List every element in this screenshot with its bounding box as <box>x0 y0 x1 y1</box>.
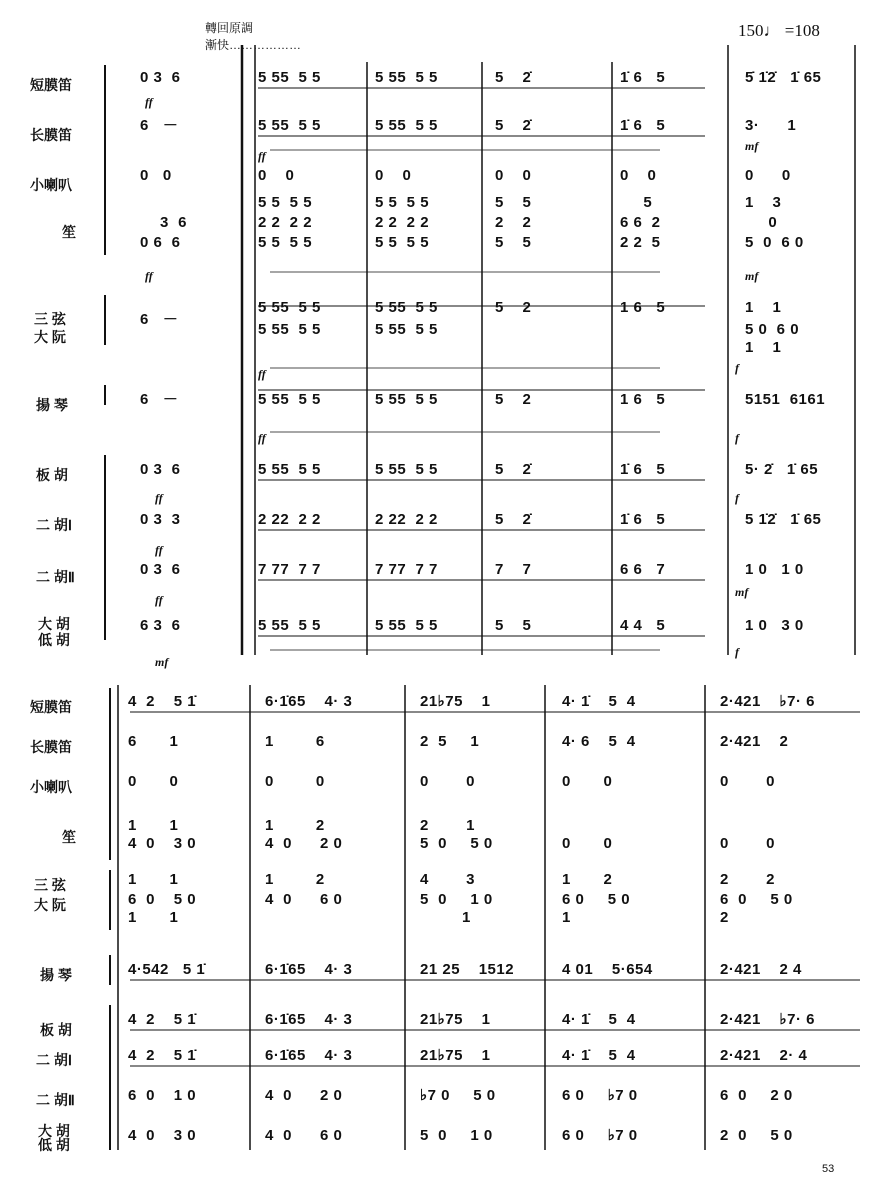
notes-cell: 6·1̇65 4· 3 <box>265 1011 353 1028</box>
notes-cell: 5 2 <box>495 299 532 316</box>
instrument-label: 大 胡 <box>38 616 70 632</box>
notes-cell: 5 55 5 5 <box>258 299 321 316</box>
notes-cell: 2 1 <box>420 817 476 834</box>
notes-cell: 0 0 <box>420 773 476 790</box>
notes-cell: 5 0 1 0 <box>420 1127 493 1144</box>
intro-notes: 3 6 <box>160 214 188 231</box>
notes-cell: 5 <box>620 194 653 211</box>
notes-cell: 4· 1̇ 5 4 <box>562 693 636 710</box>
notes-cell: 6 0 ♭7 0 <box>562 1127 638 1144</box>
notes-cell: 1 0 1 0 <box>745 561 804 578</box>
notes-cell: 2·421 2· 4 <box>720 1047 808 1064</box>
notes-cell: 1̇ 6 5 <box>620 117 666 134</box>
notes-cell: 4 2 5 1̇ <box>128 1047 197 1064</box>
instrument-label: 小喇叭 <box>30 177 72 193</box>
notes-cell: 21♭75 1 <box>420 693 491 710</box>
intro-notes: 6 3 6 <box>140 617 181 634</box>
notes-cell: 5 55 5 5 <box>258 461 321 478</box>
notes-cell: 2·421 ♭7· 6 <box>720 693 815 710</box>
notes-cell: 5 5 5 5 <box>375 234 430 251</box>
notes-cell: 2 2 <box>495 214 532 231</box>
dynamic-marking: ff <box>155 543 163 557</box>
instrument-label: 低 胡 <box>38 1137 70 1153</box>
dynamic-marking: ff <box>155 593 163 607</box>
notes-cell: 5 5 5 5 <box>258 194 313 211</box>
notes-cell: 0 0 <box>562 773 613 790</box>
notes-cell: 6 1 <box>128 733 179 750</box>
notes-cell: 0 0 <box>745 167 791 184</box>
instrument-label: 大 阮 <box>34 329 66 345</box>
notes-cell: 6 0 5 0 <box>128 891 197 908</box>
notes-cell: 2 2 <box>720 871 776 888</box>
notes-cell: 4 01 5·654 <box>562 961 653 978</box>
notes-cell: 2 <box>720 909 729 926</box>
instrument-label: 揚 琴 <box>36 397 68 413</box>
instrument-label: 板 胡 <box>40 1022 72 1038</box>
dynamic-marking: f <box>735 431 739 445</box>
notes-cell: 5 55 5 5 <box>258 69 321 86</box>
notes-cell: 5 5 5 5 <box>258 234 313 251</box>
notes-cell: 6·1̇65 4· 3 <box>265 961 353 978</box>
intro-notes: 6 － <box>140 391 179 408</box>
notes-cell: 1 6 <box>265 733 325 750</box>
notes-cell: 5 5 5 5 <box>375 194 430 211</box>
dynamic-marking: mf <box>735 585 749 599</box>
notes-cell: 0 0 <box>720 835 776 852</box>
notes-cell: 1̇ 6 5 <box>620 69 666 86</box>
notes-cell: 5 1̇2̇ 1̇ 65 <box>745 511 822 528</box>
page-number: 53 <box>822 1163 835 1175</box>
notes-cell: 5 2̇ <box>495 117 532 134</box>
notes-cell: 0 0 <box>128 773 179 790</box>
notes-cell: 2 0 5 0 <box>720 1127 793 1144</box>
dynamic-marking: ff <box>145 95 153 109</box>
notes-cell: 4 0 2 0 <box>265 835 343 852</box>
notes-cell: 6·1̇65 4· 3 <box>265 693 353 710</box>
notes-cell: 4 3 <box>420 871 476 888</box>
notes-cell: 7 7 <box>495 561 532 578</box>
notes-cell: 4·542 5 1̇ <box>128 961 206 978</box>
notes-cell: 0 0 <box>562 835 613 852</box>
notes-cell: 5̇ 1̇2̇ 1̇ 65 <box>745 69 822 86</box>
instrument-label: 二 胡Ⅱ <box>36 1092 75 1108</box>
notes-cell: 0 0 <box>258 167 295 184</box>
notes-cell: 1̇ 6 5 <box>620 461 666 478</box>
notes-cell: 5 55 5 5 <box>375 117 438 134</box>
notes-cell: 4 0 3 0 <box>128 835 197 852</box>
notes-cell: 5· 2̇ 1̇ 65 <box>745 461 819 478</box>
instrument-label: 笙 <box>62 829 76 845</box>
instrument-label: 大 胡 <box>38 1123 70 1139</box>
dynamic-marking: mf <box>745 139 759 153</box>
instrument-label: 笙 <box>62 224 76 240</box>
notes-cell: 6 0 5 0 <box>720 891 793 908</box>
notes-cell: 1̇ 6 5 <box>620 511 666 528</box>
notes-cell: 1 6 5 <box>620 299 666 316</box>
notes-cell: 5151 6161 <box>745 391 826 408</box>
intro-notes: 6 － <box>140 117 179 134</box>
notes-cell: 2 2 5 <box>620 234 661 251</box>
notes-cell: 1 6 5 <box>620 391 666 408</box>
notes-cell: 5 5 <box>495 234 532 251</box>
notes-cell: 7 77 7 7 <box>258 561 321 578</box>
notes-cell: 4 0 3 0 <box>128 1127 197 1144</box>
instrument-label: 低 胡 <box>38 632 70 648</box>
dynamic-marking: f <box>735 645 739 659</box>
instrument-label: 三 弦 <box>34 877 66 893</box>
notes-cell: 4 4 5 <box>620 617 666 634</box>
intro-notes: 0 3 3 <box>140 511 181 528</box>
notes-cell: 0 0 <box>495 167 532 184</box>
notes-cell: 0 0 <box>620 167 657 184</box>
style-marking: 轉回原調 <box>205 21 254 35</box>
notes-cell: 1 1 <box>745 299 782 316</box>
notes-cell: 6 0 ♭7 0 <box>562 1087 638 1104</box>
dynamic-marking: ff <box>155 491 163 505</box>
notes-cell: 21 25 1512 <box>420 961 515 978</box>
intro-notes: 0 0 <box>140 167 172 184</box>
instrument-label: 大 阮 <box>34 897 66 913</box>
notes-cell: 5 55 5 5 <box>258 117 321 134</box>
intro-notes: 6 － <box>140 311 179 328</box>
notes-cell: 4 2 5 1̇ <box>128 693 197 710</box>
notes-cell: 4 2 5 1̇ <box>128 1011 197 1028</box>
notes-cell: 5 55 5 5 <box>375 461 438 478</box>
instrument-label: 揚 琴 <box>40 967 72 983</box>
dynamic-marking: ff <box>258 367 266 381</box>
notes-cell: 5 55 5 5 <box>375 299 438 316</box>
tempo-marking: 150♩ =108 <box>738 21 820 40</box>
instrument-label: 长膜笛 <box>30 127 72 143</box>
dynamic-marking: f <box>735 361 739 375</box>
instrument-label: 二 胡Ⅰ <box>36 517 73 533</box>
notes-cell: 1 1 <box>128 909 179 926</box>
notes-cell: 5 0 6 0 <box>745 321 800 338</box>
notes-cell: 5 5 <box>495 194 532 211</box>
dynamic-marking: ff <box>258 431 266 445</box>
notes-cell: 5 55 5 5 <box>258 391 321 408</box>
instrument-label: 板 胡 <box>36 467 68 483</box>
notes-cell: 4 0 6 0 <box>265 1127 343 1144</box>
dynamic-marking: mf <box>155 655 169 669</box>
notes-cell: 1 0 3 0 <box>745 617 804 634</box>
notes-cell: 5 0 6 0 <box>745 234 804 251</box>
notes-cell: 1 <box>420 909 471 926</box>
intro-notes: 0 3 6 <box>140 561 181 578</box>
notes-cell: 1 2 <box>265 817 325 834</box>
notes-cell: 2·421 2 4 <box>720 961 802 978</box>
notes-cell: 6 0 2 0 <box>720 1087 793 1104</box>
notes-cell: 1 2 <box>562 871 613 888</box>
notes-cell: 0 0 <box>265 773 325 790</box>
notes-cell: 6 6 7 <box>620 561 666 578</box>
notes-cell: 4 0 6 0 <box>265 891 343 908</box>
notes-cell: 5 2 <box>495 391 532 408</box>
instrument-label: 二 胡Ⅰ <box>36 1052 73 1068</box>
notes-cell: 1 <box>562 909 571 926</box>
notes-cell: 21♭75 1 <box>420 1047 491 1064</box>
notes-cell: 2 22 2 2 <box>375 511 438 528</box>
notes-cell: 6 0 1 0 <box>128 1087 197 1104</box>
notes-cell: 5 55 5 5 <box>375 69 438 86</box>
notes-cell: 4· 1̇ 5 4 <box>562 1047 636 1064</box>
notes-cell: 5 5 <box>495 617 532 634</box>
notes-cell: 1 1 <box>128 817 179 834</box>
dynamic-marking: ff <box>145 269 153 283</box>
notes-cell: 5 2̇ <box>495 69 532 86</box>
intro-notes: 0 6 6 <box>140 234 181 251</box>
notes-cell: 6·1̇65 4· 3 <box>265 1047 353 1064</box>
notes-cell: 5 55 5 5 <box>258 617 321 634</box>
notes-cell: 1 1 <box>745 339 782 356</box>
notes-cell: 1 1 <box>128 871 179 888</box>
instrument-label: 长膜笛 <box>30 739 72 755</box>
instrument-label: 二 胡Ⅱ <box>36 569 75 585</box>
dynamic-marking: mf <box>745 269 759 283</box>
notes-cell: 5 55 5 5 <box>258 321 321 338</box>
notes-cell: 4· 1̇ 5 4 <box>562 1011 636 1028</box>
notes-cell: 2 22 2 2 <box>258 511 321 528</box>
notes-cell: 6 0 5 0 <box>562 891 631 908</box>
notes-cell: 5 55 5 5 <box>375 617 438 634</box>
notes-cell: 2·421 ♭7· 6 <box>720 1011 815 1028</box>
instrument-label: 小喇叭 <box>30 779 72 795</box>
notes-cell: 1 3 <box>745 194 782 211</box>
notes-cell: 5 2̇ <box>495 511 532 528</box>
instrument-label: 三 弦 <box>34 311 66 327</box>
notes-cell: 5 0 1 0 <box>420 891 493 908</box>
notes-cell: 5 2̇ <box>495 461 532 478</box>
notes-cell: 0 0 <box>720 773 776 790</box>
notes-cell: 2 5 1 <box>420 733 480 750</box>
notes-cell: 3· 1 <box>745 117 797 134</box>
notes-cell: 0 <box>745 214 778 231</box>
dynamic-marking: f <box>735 491 739 505</box>
intro-notes: 0 3 6 <box>140 69 181 86</box>
notes-cell: 2 2 2 2 <box>375 214 430 231</box>
notes-cell: 0 0 <box>375 167 412 184</box>
dynamic-marking: ff <box>258 149 266 163</box>
notes-cell: 6 6 2 <box>620 214 661 231</box>
notes-cell: 7 77 7 7 <box>375 561 438 578</box>
notes-cell: 5 55 5 5 <box>375 321 438 338</box>
notes-cell: 5 55 5 5 <box>375 391 438 408</box>
instrument-label: 短膜笛 <box>30 77 72 93</box>
notes-cell: 21♭75 1 <box>420 1011 491 1028</box>
notes-cell: 2 2 2 2 <box>258 214 313 231</box>
intro-notes: 0 3 6 <box>140 461 181 478</box>
notes-cell: 4 0 2 0 <box>265 1087 343 1104</box>
notes-cell: 4· 6 5 4 <box>562 733 636 750</box>
notes-cell: 5 0 5 0 <box>420 835 493 852</box>
notes-cell: ♭7 0 5 0 <box>420 1087 496 1104</box>
instrument-label: 短膜笛 <box>30 699 72 715</box>
accelerando-marking: 漸快……………… <box>205 38 302 52</box>
notes-cell: 2·421 2 <box>720 733 789 750</box>
notes-cell: 1 2 <box>265 871 325 888</box>
